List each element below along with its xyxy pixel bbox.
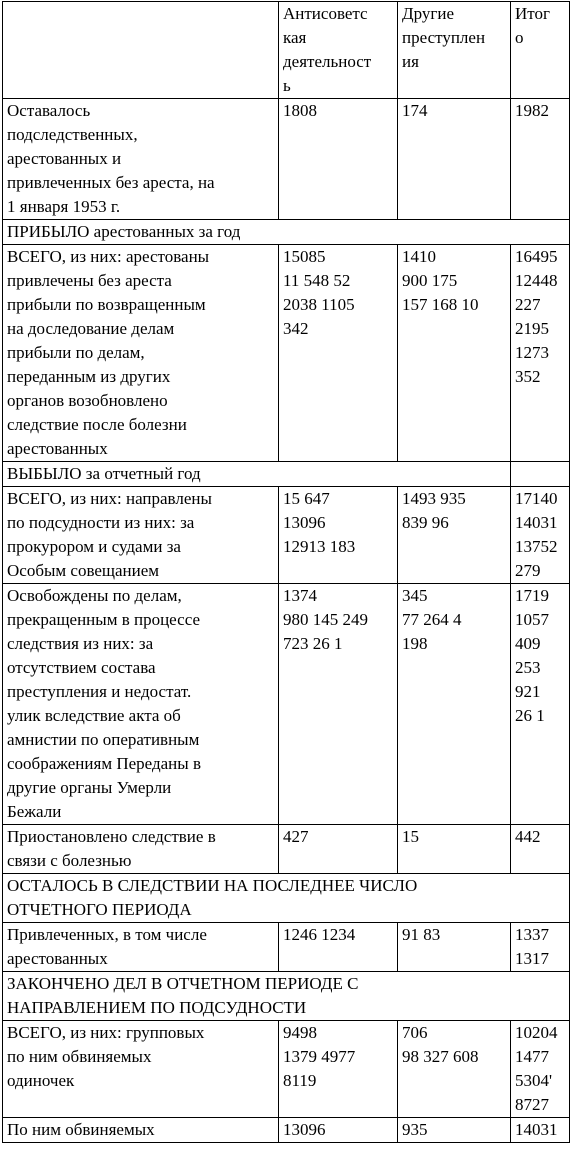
header-cell-total: Итог о <box>511 2 570 99</box>
row-value-anti-soviet: 427 <box>279 825 398 874</box>
row-value-anti-soviet: 1246 1234 <box>279 923 398 972</box>
row-label: ВСЕГО, из них: арестованы привлечены без ареста прибыли по возвращенным на доследование делам прибыли по делам, переданным из других органов возобновлено следствие после болезни арестованных <box>3 245 279 462</box>
row-value-other: 174 <box>398 99 511 220</box>
section-title: ВЫБЫЛО за отчетный год <box>3 462 511 487</box>
section-empty-cell <box>511 462 570 487</box>
row-value-other: 15 <box>398 825 511 874</box>
row-value-total: 14031 <box>511 1118 570 1143</box>
row-value-anti-soviet: 1374 980 145 249 723 26 1 <box>279 584 398 825</box>
row-value-total: 16495 12448 227 2195 1273 352 <box>511 245 570 462</box>
row-label: По ним обвиняемых <box>3 1118 279 1143</box>
row-value-total: 1719 1057 409 253 921 26 1 <box>511 584 570 825</box>
row-value-total: 17140 14031 13752 279 <box>511 487 570 584</box>
row-value-anti-soviet: 1808 <box>279 99 398 220</box>
row-label: Приостановлено следствие в связи с болезнью <box>3 825 279 874</box>
section-row <box>3 972 570 1021</box>
table-row <box>3 99 570 220</box>
table-row <box>3 1021 570 1118</box>
row-value-total: 1337 1317 <box>511 923 570 972</box>
table-row <box>3 923 570 972</box>
report-table <box>2 1 570 1143</box>
row-label: Привлеченных, в том числе арестованных <box>3 923 279 972</box>
row-value-other: 1410 900 175 157 168 10 <box>398 245 511 462</box>
row-value-anti-soviet: 9498 1379 4977 8119 <box>279 1021 398 1118</box>
row-value-other: 345 77 264 4 198 <box>398 584 511 825</box>
table-header-row <box>3 2 570 99</box>
row-value-total: 1982 <box>511 99 570 220</box>
header-cell-other-crimes: Другие преступлен ия <box>398 2 511 99</box>
table-row <box>3 487 570 584</box>
row-value-anti-soviet: 15085 11 548 52 2038 1105 342 <box>279 245 398 462</box>
section-row <box>3 220 570 245</box>
row-label: ВСЕГО, из них: групповых по ним обвиняемых одиночек <box>3 1021 279 1118</box>
section-title: ПРИБЫЛО арестованных за год <box>3 220 570 245</box>
table-row <box>3 584 570 825</box>
row-value-total: 442 <box>511 825 570 874</box>
row-value-other: 935 <box>398 1118 511 1143</box>
row-label: Освобождены по делам, прекращенным в процессе следствия из них: за отсутствием состава преступления и недостат. улик вследствие акта об амнистии по оперативным соображениям Переданы в другие органы Умерли Бежали <box>3 584 279 825</box>
row-label: ВСЕГО, из них: направлены по подсудности из них: за прокурором и судами за Особым совещанием <box>3 487 279 584</box>
table-row <box>3 1118 570 1143</box>
row-value-anti-soviet: 13096 <box>279 1118 398 1143</box>
row-value-other: 706 98 327 608 <box>398 1021 511 1118</box>
section-row <box>3 874 570 923</box>
row-value-other: 1493 935 839 96 <box>398 487 511 584</box>
table-row <box>3 245 570 462</box>
section-title: ЗАКОНЧЕНО ДЕЛ В ОТЧЕТНОМ ПЕРИОДЕ С НАПРАВЛЕНИЕМ ПО ПОДСУДНОСТИ <box>3 972 570 1021</box>
section-row <box>3 462 570 487</box>
row-value-anti-soviet: 15 647 13096 12913 183 <box>279 487 398 584</box>
table-row <box>3 825 570 874</box>
section-title: ОСТАЛОСЬ В СЛЕДСТВИИ НА ПОСЛЕДНЕЕ ЧИСЛО ОТЧЕТНОГО ПЕРИОДА <box>3 874 570 923</box>
header-cell-empty <box>3 2 279 99</box>
row-label: Оставалось подследственных, арестованных и привлеченных без ареста, на 1 января 1953 г. <box>3 99 279 220</box>
header-cell-anti-soviet: Антисоветс кая деятельност ь <box>279 2 398 99</box>
row-value-total: 10204 1477 5304' 8727 <box>511 1021 570 1118</box>
row-value-other: 91 83 <box>398 923 511 972</box>
